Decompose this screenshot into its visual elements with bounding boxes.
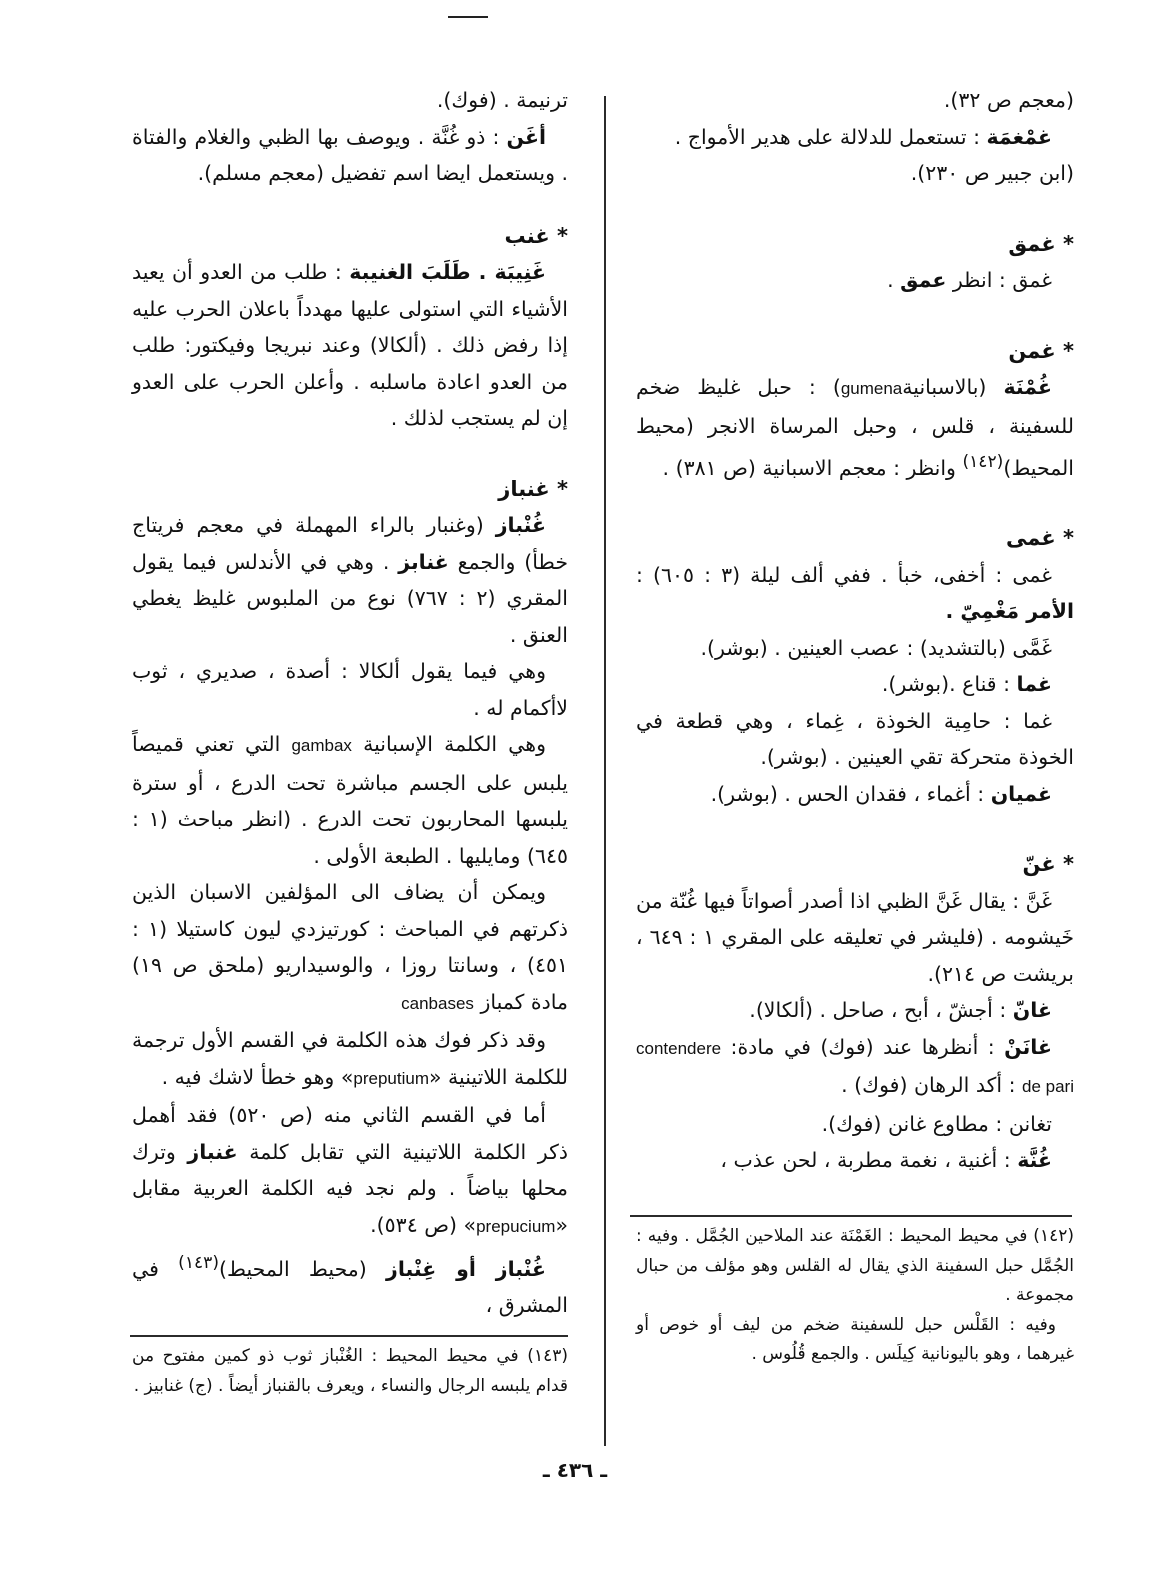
entry-term: غنابز [398, 549, 449, 574]
entry-text: : تستعمل للدلالة على هدير الأمواج . [674, 124, 987, 149]
footnote-ref: (١٤٣) [178, 1253, 220, 1273]
asterisk-icon: * [1055, 231, 1074, 256]
latin-word: canbases [401, 993, 474, 1013]
latin-word: contendere de pari [636, 1038, 1074, 1097]
entry-term: غُنَّة [1017, 1148, 1052, 1173]
paragraph: غُنْباز أو غِنْباز (محيط المحيط)$^{(١٤٣)}$ في المشرق ، [132, 1253, 568, 1318]
footnote-ref: (١٤٢) [962, 452, 1004, 472]
entry-heading: * غنباز [498, 476, 568, 501]
paragraph: غما : حامِية الخوذة ، غِماء ، وهي قطعة في الخوذة متحركة تقي العينين . (بوشر). [636, 708, 1074, 770]
paragraph: تغانن : مطاوع غانن (فوك). [821, 1111, 1052, 1136]
footnote-rule [130, 1335, 568, 1337]
entry-term: أغَن [506, 124, 546, 149]
paragraph: غما : قناع .(بوشر). [881, 672, 1052, 697]
entry-term: غمْغمَة [986, 124, 1052, 149]
paragraph: (معجم ص ٣٢). [943, 88, 1074, 112]
asterisk-icon: * [1055, 852, 1074, 877]
footnote-text: وفيه : القَلْس حبل للسفينة ضخم من ليف أو خوص أو غيرهما ، وهو باليونانية كِيلَس . والجمع قُلُوس . [636, 1314, 1074, 1364]
latin-word: prepucium [476, 1216, 556, 1236]
latin-word: preputium [353, 1068, 429, 1088]
entry-term: غنباز [187, 1139, 238, 1164]
paragraph: غمى : أخفى، خبأ . ففي ألف ليلة (٣ : ٦٠٥) : الأمر مَغْمِيّ . [636, 562, 1074, 624]
asterisk-icon: * [549, 476, 568, 501]
paragraph: غُنْباز (وغنبار بالراء المهملة في معجم فريتاج خطأ) والجمع غنابز . وهي في الأندلس فيما يقول المقري (٢ : ٧٦٧) نوع من الملبوس غليظ يغطي العنق . [132, 513, 568, 647]
paragraph: أغَن : ذو غُنَّة . ويوصف بها الظبي والغلام والفتاة . ويستعمل ايضا اسم تفضيل (معجم مسلم). [132, 124, 568, 185]
asterisk-icon: * [549, 223, 568, 248]
right-column [636, 82, 1074, 1179]
paragraph: ويمكن أن يضاف الى المؤلفين الاسبان الذين ذكرتهم في المباحث : كورتيزدي ليون كاستيلا (١ : ٤٥١) ، وسانتا روزا ، والوسيداريو (ملحق ص ١٩) مادة كمباز canbases [132, 880, 568, 1014]
paragraph: وهي فيما يقول ألكالا : أصدة ، صديري ، ثوب لاأكمام له . [132, 659, 568, 720]
entry-term: غُنْباز أو غِنْباز [386, 1256, 547, 1281]
paragraph: غمق : انظر عمق . [887, 268, 1052, 292]
column-divider [604, 96, 606, 1446]
latin-word: gambax [291, 736, 352, 755]
entry-term: غُمْنَة [1003, 375, 1052, 399]
entry-term: غميان [990, 781, 1052, 806]
entry-term: عمق [900, 268, 947, 292]
paragraph: غُمْنَة (بالاسبانيةgumena) : حبل غليظ ضخم للسفينة ، قلس ، وحبل المرساة الانجر (محيط المحيط)$^{(١٤٢)}$ وانظر : معجم الاسبانية (ص ٣٨١) . [636, 375, 1074, 480]
top-mark [448, 16, 488, 18]
paragraph: غانَنْ : أنظرها عند (فوك) في مادة: contendere de pari : أكد الرهان (فوك) . [636, 1034, 1074, 1098]
paragraph: (ابن جبير ص ٢٣٠). [910, 161, 1074, 185]
entry-term: غما [1016, 672, 1052, 697]
entry-term: غُنْباز [495, 513, 546, 537]
entry-term: غانّ [1012, 998, 1052, 1023]
footnote-142 [636, 1222, 1074, 1370]
entry-heading: * غمق [1008, 231, 1074, 256]
footnote-text: (١٤٣) في محيط المحيط : الغُنْباز ثوب ذو كمين مفتوح من قدام يلبسه الرجال والنساء ، ويعرف بالقنباز أيضاً . (ج) غنابيز . [132, 1346, 568, 1396]
paragraph: غَنَّ : يقال غَنَّ الظبي اذا أصدر أصواتاً فيها غُنّة من خَيشومه . (فليشر في تعليقه على المقري ١ : ٦٤٩ ، بريشت ص ٢١٤). [636, 888, 1074, 986]
footnote-text: (١٤٢) في محيط المحيط : الغَمْنَة عند الملاحين الجُمَّل . وفيه : الجُمَّل حبل السفينة الذي يقال له القلس وهو مؤلف من حبال مجموعة . [636, 1226, 1074, 1305]
paragraph: ترنيمة . (فوك). [436, 88, 568, 112]
paragraph: غُنَّة : أغنية ، نغمة مطربة ، لحن عذب ، [720, 1148, 1052, 1173]
paragraph: غانّ : أجشّ ، أبح ، صاحل . (ألكالا). [749, 998, 1052, 1023]
paragraph: غميان : أغماء ، فقدان الحس . (بوشر). [710, 781, 1052, 806]
paragraph: أما في القسم الثاني منه (ص ٥٢٠) فقد أهمل ذكر الكلمة اللاتينية التي تقابل كلمة غنباز وترك محلها بياضاً . ولم نجد فيه الكلمة العربية مقابل «prepucium» (ص ٥٣٤). [132, 1103, 568, 1237]
asterisk-icon: * [1055, 338, 1074, 363]
footnote-143 [132, 1342, 568, 1401]
paragraph: غَمَّى (بالتشديد) : عصب العينين . (بوشر). [700, 635, 1052, 660]
entry-term: الأمر مَغْمِيّ . [945, 599, 1074, 624]
entry-heading: * غمى [1006, 526, 1074, 551]
entry-term: غَنِيبَة . طَلَبَ الغنيبة [349, 260, 546, 284]
page-number: ـ ٤٣٦ ـ [542, 1458, 608, 1482]
entry-term: غانَنْ [1004, 1034, 1052, 1059]
paragraph: غَنِيبَة . طَلَبَ الغنيبة : طلب من العدو أن يعيد الأشياء التي استولى عليها مهدداً باعلان الحرب عليه إذا رفض ذلك . (ألكالا) وعند نبريجا وفيكتور: طلب من العدو اعادة ماسلبه . وأعلن الحرب على العدو إن لم يستجب لذلك . [132, 260, 568, 430]
entry-heading: * غنب [504, 223, 568, 248]
entry-heading: * غنّ [1022, 852, 1074, 877]
left-column [132, 82, 568, 1324]
paragraph [636, 119, 1074, 156]
asterisk-icon: * [1055, 526, 1074, 551]
footnote-rule [630, 1215, 1072, 1217]
paragraph: وهي الكلمة الإسبانية gambax التي تعني قميصاً يلبس على الجسم مباشرة تحت الدرع ، أو سترة يلبسها المحاربون تحت الدرع . (انظر مباحث (١ : ٦٤٥) ومايليها . الطبعة الأولى . [132, 732, 568, 868]
paragraph: وقد ذكر فوك هذه الكلمة في القسم الأول ترجمة للكلمة اللاتينية «preputium» وهو خطأ لاشك فيه . [132, 1028, 568, 1089]
latin-word: gumena [840, 379, 903, 398]
entry-heading: * غمن [1008, 338, 1074, 363]
